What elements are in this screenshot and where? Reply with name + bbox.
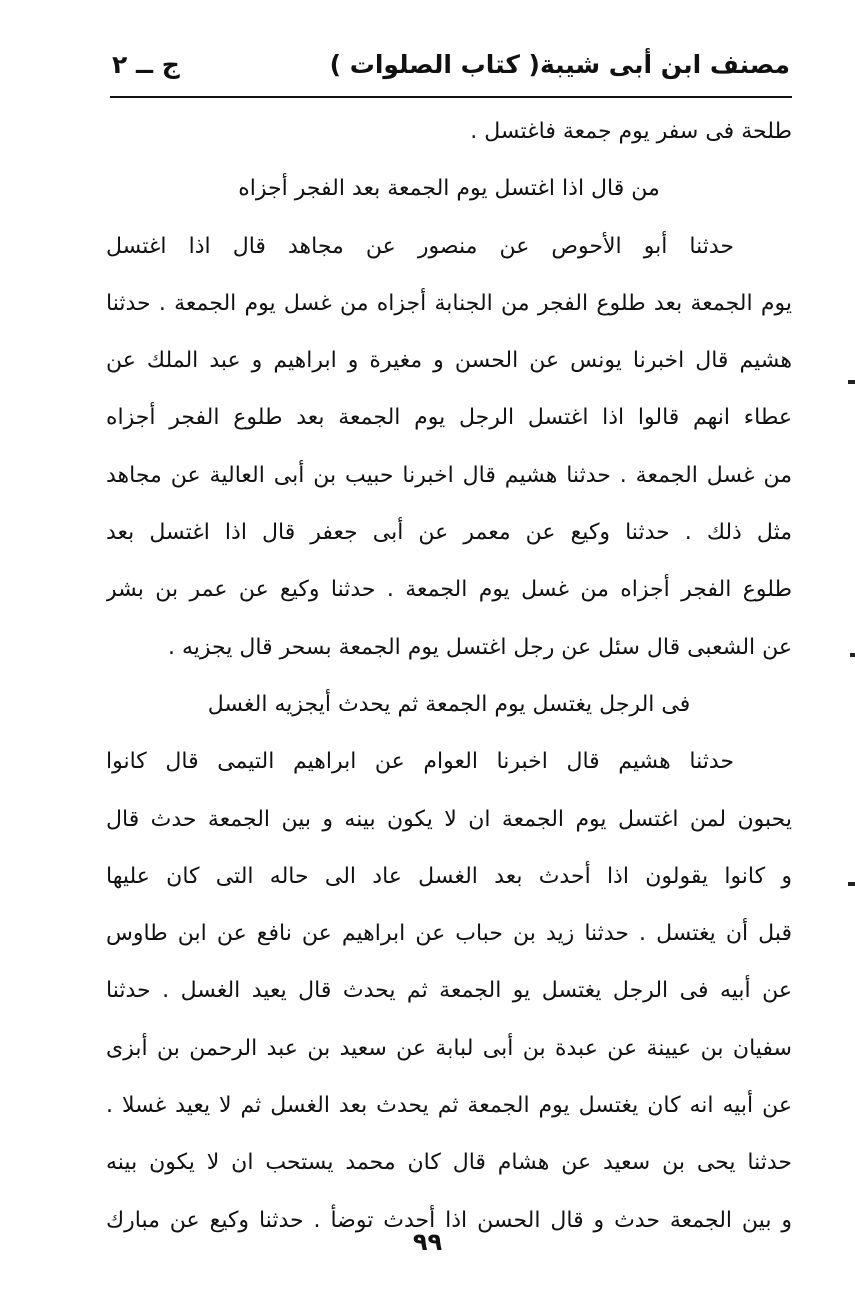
text-line: مثل ذلك . حدثنا وكيع عن معمر عن أبى جعفر قال اذا اغتسل بعد: [106, 520, 792, 546]
text-line: حدثنا يحى بن سعيد عن هشام قال كان محمد يستحب ان لا يكون بينه: [106, 1150, 792, 1176]
margin-mark: [848, 882, 855, 886]
text-line: هشيم قال اخبرنا يونس عن الحسن و مغيرة و ابراهيم و عبد الملك عن: [106, 348, 792, 374]
chapter-heading: فى الرجل يغتسل يوم الجمعة ثم يحدث أيجزيه الغسل: [207, 691, 691, 717]
text-line: يحبون لمن اغتسل يوم الجمعة ان لا يكون بينه و بين الجمعة حدث قال: [106, 806, 792, 832]
text-line: من غسل الجمعة . حدثنا هشيم قال اخبرنا حبيب بن أبى العالية عن مجاهد: [106, 462, 792, 488]
running-header: [112, 50, 790, 94]
text-line: قبل أن يغتسل . حدثنا زيد بن حباب عن ابراهيم عن نافع عن ابن طاوس: [106, 921, 792, 947]
text-line: يوم الجمعة بعد طلوع الفجر من الجنابة أجزاه من غسل يوم الجمعة . حدثنا: [106, 290, 792, 316]
text-line: و كانوا يقولون اذا أحدث بعد الغسل عاد الى حاله التى كان عليها: [106, 863, 792, 889]
text-line: عطاء انهم قالوا اذا اغتسل الرجل يوم الجمعة بعد طلوع الفجر أجزاه: [106, 405, 792, 431]
book-title: مصنف ابن أبى شيبة: [539, 50, 790, 79]
page-number: ٩٩: [412, 1228, 443, 1256]
text-line: عن أبيه انه كان يغتسل يوم الجمعة ثم يحدث بعد الغسل ثم لا يعيد غسلا .: [106, 1093, 792, 1119]
margin-mark: [850, 653, 855, 657]
text-line: طلوع الفجر أجزاه من غسل يوم الجمعة . حدثنا وكيع عن عمر بن بشر: [106, 577, 792, 603]
volume-number: ج ــ ٢: [112, 50, 180, 79]
section-title: ( كتاب الصلوات ): [329, 50, 540, 79]
text-line: حدثنا هشيم قال اخبرنا العوام عن ابراهيم التيمى قال كانوا: [106, 749, 734, 775]
text-line: و بين الجمعة حدث و قال الحسن اذا أحدث توضأ . حدثنا وكيع عن مبارك: [106, 1207, 792, 1233]
text-line: سفيان بن عيينة عن عبدة بن أبى لبابة عن سعيد بن عبد الرحمن بن أبزى: [106, 1035, 792, 1061]
margin-mark: [848, 380, 855, 384]
body-text: [106, 108, 792, 1254]
header-rule: [110, 96, 792, 98]
chapter-heading: من قال اذا اغتسل يوم الجمعة بعد الفجر أجزاه: [238, 176, 660, 202]
text-line: طلحة فى سفر يوم جمعة فاغتسل .: [470, 119, 792, 144]
text-line: عن أبيه فى الرجل يغتسل يو الجمعة ثم يحدث قال يعيد الغسل . حدثنا: [106, 978, 792, 1004]
text-line: عن الشعبى قال سئل عن رجل اغتسل يوم الجمعة بسحر قال يجزيه .: [168, 634, 792, 660]
text-line: حدثنا أبو الأحوص عن منصور عن مجاهد قال اذا اغتسل: [106, 233, 734, 259]
